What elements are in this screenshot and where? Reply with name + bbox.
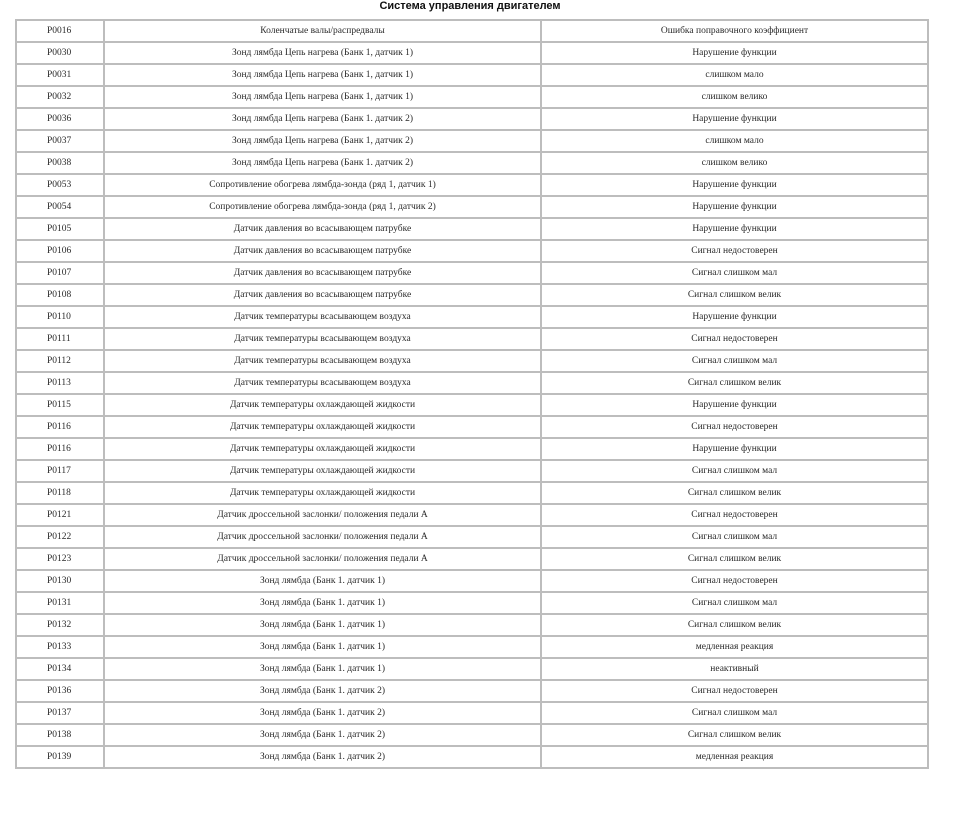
component-cell: Зонд лямбда (Банк 1. датчик 1) [104, 592, 541, 614]
fault-code-table [15, 19, 929, 769]
fault-code-cell: P0016 [16, 20, 104, 42]
component-cell: Зонд лямбда (Банк 1. датчик 1) [104, 614, 541, 636]
component-cell: Зонд лямбда (Банк 1. датчик 1) [104, 658, 541, 680]
table-row [16, 306, 928, 328]
table-row [16, 350, 928, 372]
table-row [16, 174, 928, 196]
fault-description-cell: Нарушение функции [541, 394, 928, 416]
fault-code-cell: P0130 [16, 570, 104, 592]
table-row [16, 86, 928, 108]
fault-description-cell: Нарушение функции [541, 306, 928, 328]
fault-code-cell: P0132 [16, 614, 104, 636]
fault-description-cell: Нарушение функции [541, 438, 928, 460]
fault-code-cell: P0108 [16, 284, 104, 306]
fault-description-cell: Сигнал недостоверен [541, 570, 928, 592]
component-cell: Датчик температуры всасывающем воздуха [104, 372, 541, 394]
fault-description-cell: Сигнал слишком велик [541, 482, 928, 504]
fault-code-cell: P0053 [16, 174, 104, 196]
fault-description-cell: Сигнал слишком велик [541, 614, 928, 636]
table-row [16, 746, 928, 768]
fault-code-cell: P0121 [16, 504, 104, 526]
fault-description-cell: слишком мало [541, 64, 928, 86]
table-row [16, 658, 928, 680]
fault-code-cell: P0117 [16, 460, 104, 482]
fault-code-cell: P0118 [16, 482, 104, 504]
component-cell: Датчик давления во всасывающем патрубке [104, 262, 541, 284]
table-row [16, 526, 928, 548]
fault-code-cell: P0032 [16, 86, 104, 108]
component-cell: Зонд лямбда Цепь нагрева (Банк 1. датчик 2) [104, 108, 541, 130]
table-row [16, 702, 928, 724]
fault-code-cell: P0111 [16, 328, 104, 350]
fault-code-cell: P0036 [16, 108, 104, 130]
fault-code-cell: P0134 [16, 658, 104, 680]
fault-code-cell: P0037 [16, 130, 104, 152]
table-row [16, 130, 928, 152]
fault-code-cell: P0106 [16, 240, 104, 262]
component-cell: Зонд лямбда Цепь нагрева (Банк 1, датчик 1) [104, 86, 541, 108]
fault-description-cell: неактивный [541, 658, 928, 680]
page-title: Система управления двигателем [379, 0, 561, 12]
fault-description-cell: Сигнал слишком велик [541, 284, 928, 306]
fault-description-cell: Сигнал недостоверен [541, 504, 928, 526]
fault-code-table-body [16, 20, 928, 768]
fault-description-cell: Сигнал недостоверен [541, 416, 928, 438]
component-cell: Датчик температуры всасывающем воздуха [104, 306, 541, 328]
table-row [16, 504, 928, 526]
table-row [16, 372, 928, 394]
table-row [16, 328, 928, 350]
fault-description-cell: слишком мало [541, 130, 928, 152]
fault-code-cell: P0137 [16, 702, 104, 724]
fault-description-cell: Нарушение функции [541, 174, 928, 196]
component-cell: Датчик температуры охлаждающей жидкости [104, 460, 541, 482]
table-row [16, 680, 928, 702]
fault-description-cell: Нарушение функции [541, 218, 928, 240]
fault-description-cell: Сигнал недостоверен [541, 240, 928, 262]
component-cell: Датчик дроссельной заслонки/ положения педали А [104, 526, 541, 548]
table-row [16, 570, 928, 592]
table-row [16, 438, 928, 460]
table-row [16, 724, 928, 746]
table-row [16, 152, 928, 174]
fault-description-cell: слишком велико [541, 152, 928, 174]
fault-code-cell: P0038 [16, 152, 104, 174]
fault-description-cell: Сигнал недостоверен [541, 680, 928, 702]
component-cell: Зонд лямбда Цепь нагрева (Банк 1. датчик 2) [104, 152, 541, 174]
component-cell: Датчик температуры всасывающем воздуха [104, 350, 541, 372]
fault-description-cell: Сигнал слишком мал [541, 526, 928, 548]
component-cell: Зонд лямбда (Банк 1. датчик 1) [104, 570, 541, 592]
table-row [16, 42, 928, 64]
fault-code-cell: P0131 [16, 592, 104, 614]
fault-description-cell: Ошибка поправочного коэффициент [541, 20, 928, 42]
component-cell: Зонд лямбда (Банк 1. датчик 2) [104, 724, 541, 746]
component-cell: Коленчатые валы/распредвалы [104, 20, 541, 42]
component-cell: Датчик температуры охлаждающей жидкости [104, 394, 541, 416]
fault-description-cell: Сигнал слишком велик [541, 548, 928, 570]
fault-code-cell: P0116 [16, 438, 104, 460]
table-row [16, 482, 928, 504]
fault-description-cell: медленная реакция [541, 636, 928, 658]
component-cell: Зонд лямбда Цепь нагрева (Банк 1, датчик 2) [104, 130, 541, 152]
table-row [16, 218, 928, 240]
fault-description-cell: Сигнал слишком велик [541, 372, 928, 394]
component-cell: Датчик давления во всасывающем патрубке [104, 240, 541, 262]
fault-description-cell: Сигнал слишком мал [541, 592, 928, 614]
component-cell: Зонд лямбда (Банк 1. датчик 2) [104, 746, 541, 768]
fault-code-cell: P0139 [16, 746, 104, 768]
table-row [16, 64, 928, 86]
fault-code-cell: P0054 [16, 196, 104, 218]
table-row [16, 592, 928, 614]
table-row [16, 548, 928, 570]
fault-code-cell: P0115 [16, 394, 104, 416]
fault-code-cell: P0136 [16, 680, 104, 702]
component-cell: Датчик температуры охлаждающей жидкости [104, 438, 541, 460]
table-row [16, 460, 928, 482]
table-row [16, 196, 928, 218]
component-cell: Зонд лямбда Цепь нагрева (Банк 1, датчик 1) [104, 42, 541, 64]
component-cell: Зонд лямбда Цепь нагрева (Банк 1, датчик 1) [104, 64, 541, 86]
fault-code-cell: P0107 [16, 262, 104, 284]
table-row [16, 614, 928, 636]
fault-description-cell: Сигнал слишком мал [541, 350, 928, 372]
table-row [16, 416, 928, 438]
component-cell: Датчик температуры охлаждающей жидкости [104, 416, 541, 438]
table-row [16, 394, 928, 416]
fault-description-cell: слишком велико [541, 86, 928, 108]
fault-description-cell: Сигнал слишком мал [541, 262, 928, 284]
component-cell: Зонд лямбда (Банк 1. датчик 2) [104, 680, 541, 702]
fault-code-cell: P0123 [16, 548, 104, 570]
fault-code-cell: P0105 [16, 218, 104, 240]
table-row [16, 20, 928, 42]
component-cell: Датчик дроссельной заслонки/ положения педали А [104, 548, 541, 570]
fault-code-cell: P0031 [16, 64, 104, 86]
fault-description-cell: Сигнал слишком велик [541, 724, 928, 746]
component-cell: Зонд лямбда (Банк 1. датчик 2) [104, 702, 541, 724]
fault-code-cell: P0116 [16, 416, 104, 438]
fault-description-cell: Нарушение функции [541, 42, 928, 64]
fault-code-cell: P0113 [16, 372, 104, 394]
fault-description-cell: Сигнал недостоверен [541, 328, 928, 350]
fault-code-cell: P0122 [16, 526, 104, 548]
component-cell: Датчик дроссельной заслонки/ положения педали А [104, 504, 541, 526]
fault-code-cell: P0030 [16, 42, 104, 64]
table-row [16, 284, 928, 306]
component-cell: Зонд лямбда (Банк 1. датчик 1) [104, 636, 541, 658]
component-cell: Датчик температуры охлаждающей жидкости [104, 482, 541, 504]
component-cell: Датчик давления во всасывающем патрубке [104, 218, 541, 240]
fault-code-cell: P0112 [16, 350, 104, 372]
table-row [16, 108, 928, 130]
fault-description-cell: Нарушение функции [541, 196, 928, 218]
fault-description-cell: Нарушение функции [541, 108, 928, 130]
component-cell: Датчик температуры всасывающем воздуха [104, 328, 541, 350]
table-row [16, 262, 928, 284]
fault-description-cell: Сигнал слишком мал [541, 460, 928, 482]
table-row [16, 636, 928, 658]
fault-code-cell: P0110 [16, 306, 104, 328]
component-cell: Датчик давления во всасывающем патрубке [104, 284, 541, 306]
fault-code-cell: P0133 [16, 636, 104, 658]
fault-description-cell: Сигнал слишком мал [541, 702, 928, 724]
table-row [16, 240, 928, 262]
fault-description-cell: медленная реакция [541, 746, 928, 768]
component-cell: Сопротивление обогрева лямбда-зонда (ряд 1, датчик 1) [104, 174, 541, 196]
fault-code-cell: P0138 [16, 724, 104, 746]
component-cell: Сопротивление обогрева лямбда-зонда (ряд 1, датчик 2) [104, 196, 541, 218]
